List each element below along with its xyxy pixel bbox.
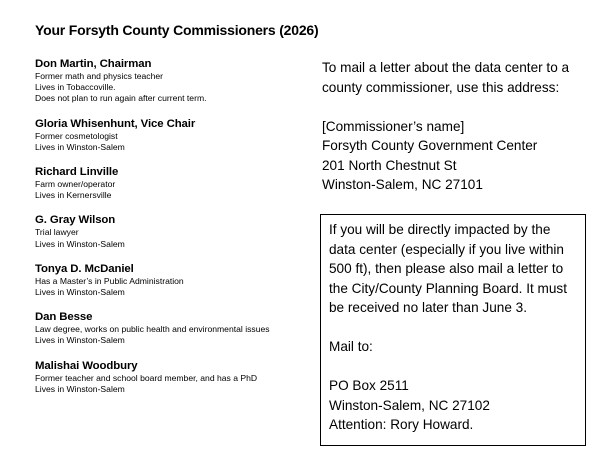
commissioner-occupation: Farm owner/operator xyxy=(35,179,116,190)
commissioner-occupation: Law degree, works on public health and environmental issues xyxy=(35,324,270,335)
commissioner-occupation: Has a Master’s in Public Administration xyxy=(35,275,184,286)
commissioner-mail-instructions xyxy=(322,58,594,195)
commissioner-address-line: Winston-Salem, NC 27101 xyxy=(322,177,483,192)
commissioner-occupation: Trial lawyer xyxy=(35,227,79,238)
commissioner-entry-gloria-whisenhunt xyxy=(35,117,305,153)
commissioner-name: Richard Linville xyxy=(35,166,119,179)
commissioner-residence: Lives in Winston-Salem xyxy=(35,383,125,394)
planning-board-address-line: Winston-Salem, NC 27102 xyxy=(329,397,490,413)
planning-board-mail-label: Mail to: xyxy=(329,339,373,354)
commissioner-entry-malishai-woodbury xyxy=(35,359,305,395)
commissioner-residence: Lives in Winston-Salem xyxy=(35,287,125,298)
commissioner-name: G. Gray Wilson xyxy=(35,214,116,227)
page-title: Your Forsyth County Commissioners (2026) xyxy=(35,22,319,38)
commissioner-residence: Lives in Kernersville xyxy=(35,190,112,201)
commissioner-note: Does not plan to run again after current term. xyxy=(35,93,207,104)
commissioner-mail-intro: To mail a letter about the data center to a county commissioner, use this address: xyxy=(322,60,570,95)
commissioner-occupation: Former teacher and school board member, and has a PhD xyxy=(35,372,258,383)
commissioner-occupation: Former cosmetologist xyxy=(35,130,118,141)
commissioner-residence: Lives in Tobaccoville. xyxy=(35,82,116,93)
commissioner-residence: Lives in Winston-Salem xyxy=(35,335,125,346)
commissioner-entry-richard-linville xyxy=(35,165,305,201)
planning-board-notice: If you will be directly impacted by the data center (especially if you live within 500 ft), then please also mail a letter to the City/County Planning Board. It must be received no later than June 3. xyxy=(329,222,568,315)
commissioner-address-line: [Commissioner’s name] xyxy=(322,118,465,134)
commissioner-residence: Lives in Winston-Salem xyxy=(35,238,125,249)
commissioner-name: Gloria Whisenhunt, Vice Chair xyxy=(35,117,196,130)
spacer xyxy=(329,318,577,338)
spacer xyxy=(329,357,577,377)
planning-board-address-line: Attention: Rory Howard. xyxy=(329,417,474,432)
commissioner-entry-don-martin xyxy=(35,57,305,105)
commissioner-address-line: Forsyth County Government Center xyxy=(322,138,538,153)
planning-board-notice-box xyxy=(320,214,586,446)
commissioner-name: Dan Besse xyxy=(35,311,93,324)
planning-board-address-line: PO Box 2511 xyxy=(329,378,409,393)
commissioner-address-line: 201 North Chestnut St xyxy=(322,157,457,173)
commissioner-name: Don Martin, Chairman xyxy=(35,58,152,70)
commissioner-entry-tonya-mcdaniel xyxy=(35,262,305,298)
commissioner-name: Malishai Woodbury xyxy=(35,359,138,372)
commissioner-residence: Lives in Winston-Salem xyxy=(35,141,125,152)
commissioner-name: Tonya D. McDaniel xyxy=(35,262,134,275)
spacer xyxy=(322,97,594,117)
commissioner-entry-dan-besse xyxy=(35,310,305,346)
commissioner-occupation: Former math and physics teacher xyxy=(35,71,164,81)
commissioner-entry-g-gray-wilson xyxy=(35,213,305,249)
commissioner-list xyxy=(35,57,305,407)
